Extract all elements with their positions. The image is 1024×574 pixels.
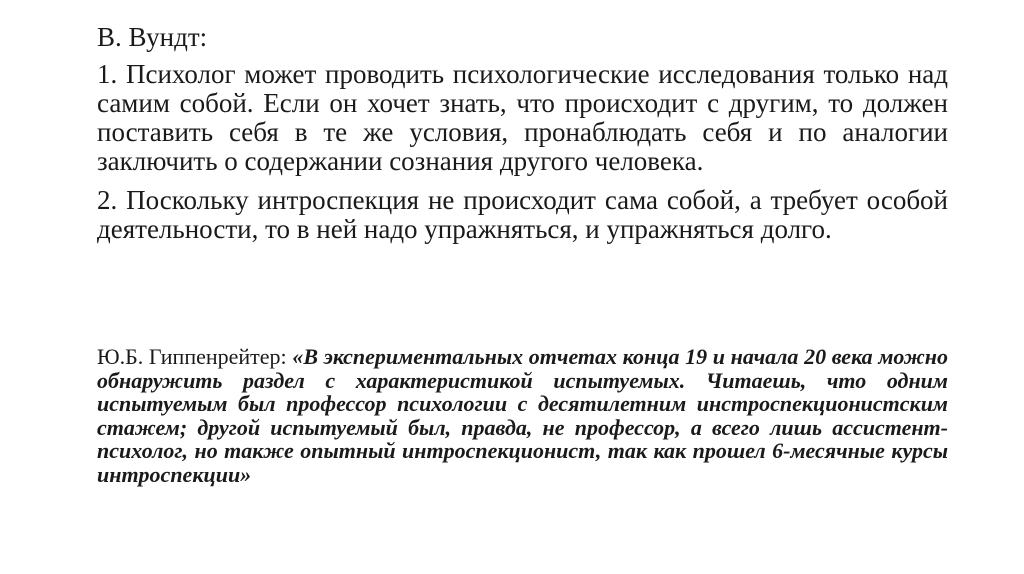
- slide-content: [97, 22, 948, 254]
- quote-text: «В экспериментальных отчетах конца 19 и начала 20 века можно обнаружить раздел с характеристикой испытуемых. Читаешь, что одним испытуемым был профессор психологии с десятилетним инстроспекционистским стажем; другой испытуемый был, правда, не профессор, а всего лишь ассистент-психолог, но также опытный интроспекционист, так как прошел 6-месячные курсы интроспекции»: [97, 344, 949, 487]
- quote-author: Ю.Б. Гиппенрейтер:: [97, 344, 287, 369]
- point-1: 1. Психолог может проводить психологические исследования только над самим собой. Если он хочет знать, что происходит с другим, то должен поставить себя в те же условия, пронаблюдать себя и по аналогии заключить о содержании сознания другого человека.: [97, 59, 948, 176]
- gippenreiter-quote: [97, 345, 948, 486]
- point-2: 2. Поскольку интроспекция не происходит сама собой, а требует особой деятельности, то в ней надо упражняться, и упражняться долго.: [97, 185, 948, 244]
- wundt-heading: В. Вундт:: [97, 22, 208, 52]
